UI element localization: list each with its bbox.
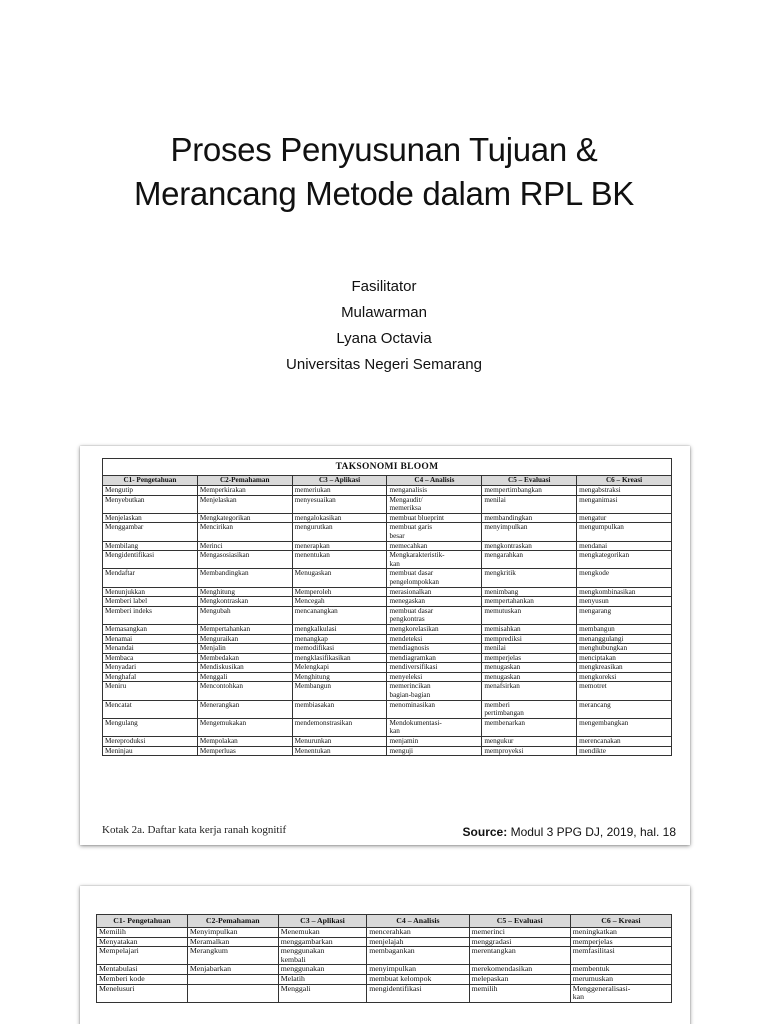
- table-cell: menggunakan: [278, 965, 367, 975]
- table-cell: mengkode: [577, 569, 672, 587]
- table-cell: Menghitung: [292, 672, 387, 682]
- table-cell: mengurutkan: [292, 523, 387, 541]
- column-header: C2-Pemahaman: [187, 915, 278, 928]
- table-cell: Mengutip: [103, 486, 198, 496]
- table-cell: Membilang: [103, 541, 198, 551]
- table-cell: Menggambar: [103, 523, 198, 541]
- table-cell: memutuskan: [482, 606, 577, 624]
- table-cell: membiasakan: [292, 700, 387, 718]
- table-cell: melepaskan: [469, 974, 570, 984]
- table-cell: Mentabulasi: [97, 965, 188, 975]
- table-cell: menyeleksi: [387, 672, 482, 682]
- table-row: [103, 551, 672, 569]
- table-row: [103, 513, 672, 523]
- table-cell: mengkorelasikan: [387, 624, 482, 634]
- table-row: [97, 974, 672, 984]
- credit-institution: Universitas Negeri Semarang: [286, 356, 482, 373]
- table-cell: mendeteksi: [387, 634, 482, 644]
- table-cell: Memperluas: [197, 746, 292, 756]
- table-cell: Meniru: [103, 682, 198, 700]
- table-cell: mengarang: [577, 606, 672, 624]
- table-cell: menyusun: [577, 597, 672, 607]
- table-cell: mengkontraskan: [482, 541, 577, 551]
- bloom-taxonomy-continued-figure: [80, 886, 690, 1024]
- table-cell: membuat dasar pengkontras: [387, 606, 482, 624]
- table-cell: mengatur: [577, 513, 672, 523]
- table-cell: mempertimbangkan: [482, 486, 577, 496]
- table-cell: Menyadari: [103, 663, 198, 673]
- table-cell: Memberi kode: [97, 974, 188, 984]
- table-cell: mendanai: [577, 541, 672, 551]
- table-row: [97, 928, 672, 938]
- table-cell: membandingkan: [482, 513, 577, 523]
- table-cell: Mendaftar: [103, 569, 198, 587]
- table-cell: Menugaskan: [292, 569, 387, 587]
- table-cell: membuat kelompok: [367, 974, 469, 984]
- table-cell: mengalokasikan: [292, 513, 387, 523]
- table-row: [103, 597, 672, 607]
- table-row: [103, 541, 672, 551]
- table-cell: menangkap: [292, 634, 387, 644]
- table-cell: membuat blueprint: [387, 513, 482, 523]
- table-cell: menerapkan: [292, 541, 387, 551]
- table-cell: memisahkan: [482, 624, 577, 634]
- slide-title: [0, 128, 768, 216]
- table-row: [103, 634, 672, 644]
- table-row: [97, 965, 672, 975]
- table-cell: Menguraikan: [197, 634, 292, 644]
- table-row: [103, 495, 672, 513]
- table-cell: mengidentifikasi: [367, 984, 469, 1002]
- bloom-taxonomy-continued-table: [96, 914, 672, 1003]
- table-cell: Mempelajari: [97, 947, 188, 965]
- bloom-taxonomy-table: [102, 458, 672, 756]
- table-body: [97, 928, 672, 1003]
- table-cell: Mendiskusikan: [197, 663, 292, 673]
- table-cell: Menunjukkan: [103, 587, 198, 597]
- source-label: Source:: [462, 825, 508, 839]
- table-cell: membangun: [577, 624, 672, 634]
- table-cell: Menjalin: [197, 644, 292, 654]
- table-cell: merencanakan: [577, 737, 672, 747]
- table-cell: mengkritik: [482, 569, 577, 587]
- table-cell: merumuskan: [570, 974, 671, 984]
- table-cell: Menyebutkan: [103, 495, 198, 513]
- table-cell: Menyimpulkan: [187, 928, 278, 938]
- table-cell: mencanangkan: [292, 606, 387, 624]
- table-cell: menilai: [482, 644, 577, 654]
- table-cell: memperjelas: [482, 653, 577, 663]
- column-header: C5 – Evaluasi: [469, 915, 570, 928]
- table-cell: Menjelaskan: [103, 513, 198, 523]
- table-cell: menganalisis: [387, 486, 482, 496]
- table-cell: memperjelas: [570, 937, 671, 947]
- table-cell: memilih: [469, 984, 570, 1002]
- credit-author-2: Lyana Octavia: [336, 330, 432, 347]
- table-cell: Menyatakan: [97, 937, 188, 947]
- table-cell: menafsirkan: [482, 682, 577, 700]
- table-cell: Melatih: [278, 974, 367, 984]
- table-cell: menegaskan: [387, 597, 482, 607]
- table-cell: merancang: [577, 700, 672, 718]
- table-cell: mengkategorikan: [577, 551, 672, 569]
- table-cell: Mereproduksi: [103, 737, 198, 747]
- table-cell: mendikte: [577, 746, 672, 756]
- table-cell: mempertahankan: [482, 597, 577, 607]
- table-banner: TAKSONOMI BLOOM: [103, 459, 672, 476]
- table-cell: menjamin: [387, 737, 482, 747]
- table-cell: Mengaudit/ memeriksa: [387, 495, 482, 513]
- table-cell: mengembangkan: [577, 718, 672, 736]
- table-cell: menciptakan: [577, 653, 672, 663]
- column-header: C2-Pemahaman: [197, 476, 292, 486]
- table-cell: Menjabarkan: [187, 965, 278, 975]
- table-cell: mendemonstrasikan: [292, 718, 387, 736]
- table-cell: menugaskan: [482, 663, 577, 673]
- table-cell: Menghafal: [103, 672, 198, 682]
- table-cell: Meninjau: [103, 746, 198, 756]
- table-cell: memprediksi: [482, 634, 577, 644]
- table-cell: memodifikasi: [292, 644, 387, 654]
- table-cell: [187, 984, 278, 1002]
- table-cell: Mengubah: [197, 606, 292, 624]
- table-cell: mengkombinasikan: [577, 587, 672, 597]
- slide-title-line-1: Proses Penyusunan Tujuan &: [170, 131, 598, 168]
- table-cell: Menentukan: [292, 746, 387, 756]
- table-cell: Mempertahankan: [197, 624, 292, 634]
- table-cell: membagankan: [367, 947, 469, 965]
- table-cell: menggambarkan: [278, 937, 367, 947]
- table-row: [103, 569, 672, 587]
- table-cell: Menandai: [103, 644, 198, 654]
- credits-block: [0, 274, 768, 378]
- table-cell: memerinci: [469, 928, 570, 938]
- table-cell: merekomendasikan: [469, 965, 570, 975]
- table-row: [97, 984, 672, 1002]
- table-cell: Mengasosiasikan: [197, 551, 292, 569]
- column-header: C4 – Analisis: [367, 915, 469, 928]
- table-cell: menentukan: [292, 551, 387, 569]
- table-cell: Mengkarakteristik- kan: [387, 551, 482, 569]
- table-cell: [187, 974, 278, 984]
- table-cell: Menggeneralisasi- kan: [570, 984, 671, 1002]
- table-cell: Merangkum: [187, 947, 278, 965]
- table-cell: Mencontohkan: [197, 682, 292, 700]
- column-header: C3 – Aplikasi: [292, 476, 387, 486]
- table-cell: Menggali: [278, 984, 367, 1002]
- table-cell: menyimpulkan: [482, 523, 577, 541]
- bloom-taxonomy-figure: [80, 446, 690, 845]
- table-cell: menyesuaikan: [292, 495, 387, 513]
- table-cell: menjelajah: [367, 937, 469, 947]
- table-cell: Mencirikan: [197, 523, 292, 541]
- table-cell: membuat dasar pengelompokkan: [387, 569, 482, 587]
- table-cell: Memberi label: [103, 597, 198, 607]
- table-cell: Memasangkan: [103, 624, 198, 634]
- table-cell: menyimpulkan: [367, 965, 469, 975]
- table-row: [103, 587, 672, 597]
- table-row: [103, 606, 672, 624]
- table-row: [103, 718, 672, 736]
- table-cell: menganimasi: [577, 495, 672, 513]
- table-cell: merentangkan: [469, 947, 570, 965]
- table-cell: mendiagramkan: [387, 653, 482, 663]
- table-cell: Mengemukakan: [197, 718, 292, 736]
- table-row: [103, 700, 672, 718]
- table-row: [103, 746, 672, 756]
- table-cell: mengkoreksi: [577, 672, 672, 682]
- column-header: C6 – Kreasi: [570, 915, 671, 928]
- table-cell: memberi pertimbangan: [482, 700, 577, 718]
- table-cell: memerincikan bagian-bagian: [387, 682, 482, 700]
- source-text: Modul 3 PPG DJ, 2019, hal. 18: [507, 825, 676, 839]
- table-cell: mengumpulkan: [577, 523, 672, 541]
- table-cell: Memberi indeks: [103, 606, 198, 624]
- table-cell: mengabstraksi: [577, 486, 672, 496]
- table-cell: menimbang: [482, 587, 577, 597]
- column-header-row: [97, 915, 672, 928]
- table-row: [103, 644, 672, 654]
- table-cell: Memilih: [97, 928, 188, 938]
- table-cell: Menerangkan: [197, 700, 292, 718]
- table-cell: Membedakan: [197, 653, 292, 663]
- table-cell: Mencegah: [292, 597, 387, 607]
- table-cell: Melengkapi: [292, 663, 387, 673]
- table-cell: Menelusuri: [97, 984, 188, 1002]
- figure-caption: Kotak 2a. Daftar kata kerja ranah kognitif: [102, 824, 287, 836]
- table-row: [103, 672, 672, 682]
- table-cell: Membaca: [103, 653, 198, 663]
- table-cell: meningkatkan: [570, 928, 671, 938]
- table-row: [103, 663, 672, 673]
- table-cell: mengklasifikasikan: [292, 653, 387, 663]
- table-cell: membenarkan: [482, 718, 577, 736]
- table-cell: memecahkan: [387, 541, 482, 551]
- table-cell: Memperkirakan: [197, 486, 292, 496]
- credit-role: Fasilitator: [351, 278, 417, 295]
- table-cell: Menurunkan: [292, 737, 387, 747]
- column-header: C5 – Evaluasi: [482, 476, 577, 486]
- table-cell: Merinci: [197, 541, 292, 551]
- credit-author-1: Mulawarman: [341, 304, 427, 321]
- table-cell: Mengkategorikan: [197, 513, 292, 523]
- table-cell: mengkreasikan: [577, 663, 672, 673]
- table-cell: menguji: [387, 746, 482, 756]
- table-cell: mengukur: [482, 737, 577, 747]
- table-cell: mengarahkan: [482, 551, 577, 569]
- table-row: [103, 682, 672, 700]
- table-cell: memfasilitasi: [570, 947, 671, 965]
- table-cell: Menamai: [103, 634, 198, 644]
- column-header: C6 – Kreasi: [577, 476, 672, 486]
- table-row: [97, 937, 672, 947]
- source-citation: [463, 825, 676, 839]
- table-cell: Menggali: [197, 672, 292, 682]
- table-row: [103, 523, 672, 541]
- column-header: C1- Pengetahuan: [103, 476, 198, 486]
- table-row: [103, 486, 672, 496]
- table-cell: menghubungkan: [577, 644, 672, 654]
- table-cell: mendiversifikasi: [387, 663, 482, 673]
- table-cell: Mempolakan: [197, 737, 292, 747]
- table-body: [103, 486, 672, 756]
- table-cell: Menghitung: [197, 587, 292, 597]
- table-cell: memproyeksi: [482, 746, 577, 756]
- table-cell: memeriukan: [292, 486, 387, 496]
- table-cell: memotret: [577, 682, 672, 700]
- table-row: [103, 624, 672, 634]
- column-header: C3 – Aplikasi: [278, 915, 367, 928]
- table-cell: Menemukan: [278, 928, 367, 938]
- column-header: C4 – Analisis: [387, 476, 482, 486]
- table-cell: menggunakan kembali: [278, 947, 367, 965]
- table-cell: Meramalkan: [187, 937, 278, 947]
- table-cell: mengkalkulasi: [292, 624, 387, 634]
- table-cell: Menjelaskan: [197, 495, 292, 513]
- table-cell: menominasikan: [387, 700, 482, 718]
- table-cell: Mengulang: [103, 718, 198, 736]
- table-cell: membuat garis besar: [387, 523, 482, 541]
- slide-title-line-2: Merancang Metode dalam RPL BK: [133, 175, 634, 212]
- table-cell: Membangun: [292, 682, 387, 700]
- table-cell: Mengkontraskan: [197, 597, 292, 607]
- table-cell: Mendokumentasi- kan: [387, 718, 482, 736]
- table-cell: mencerahkan: [367, 928, 469, 938]
- table-row: [103, 737, 672, 747]
- table-cell: menilai: [482, 495, 577, 513]
- table-row: [103, 653, 672, 663]
- table-row: [97, 947, 672, 965]
- table-cell: menanggulangi: [577, 634, 672, 644]
- table-cell: Mengidentifikasi: [103, 551, 198, 569]
- table-cell: Memperoleh: [292, 587, 387, 597]
- table-cell: Membandingkan: [197, 569, 292, 587]
- table-cell: menugaskan: [482, 672, 577, 682]
- column-header-row: [103, 476, 672, 486]
- table-cell: menggradasi: [469, 937, 570, 947]
- table-cell: Mencatat: [103, 700, 198, 718]
- table-cell: merasionalkan: [387, 587, 482, 597]
- table-cell: membentuk: [570, 965, 671, 975]
- column-header: C1- Pengetahuan: [97, 915, 188, 928]
- table-cell: mendiagnosis: [387, 644, 482, 654]
